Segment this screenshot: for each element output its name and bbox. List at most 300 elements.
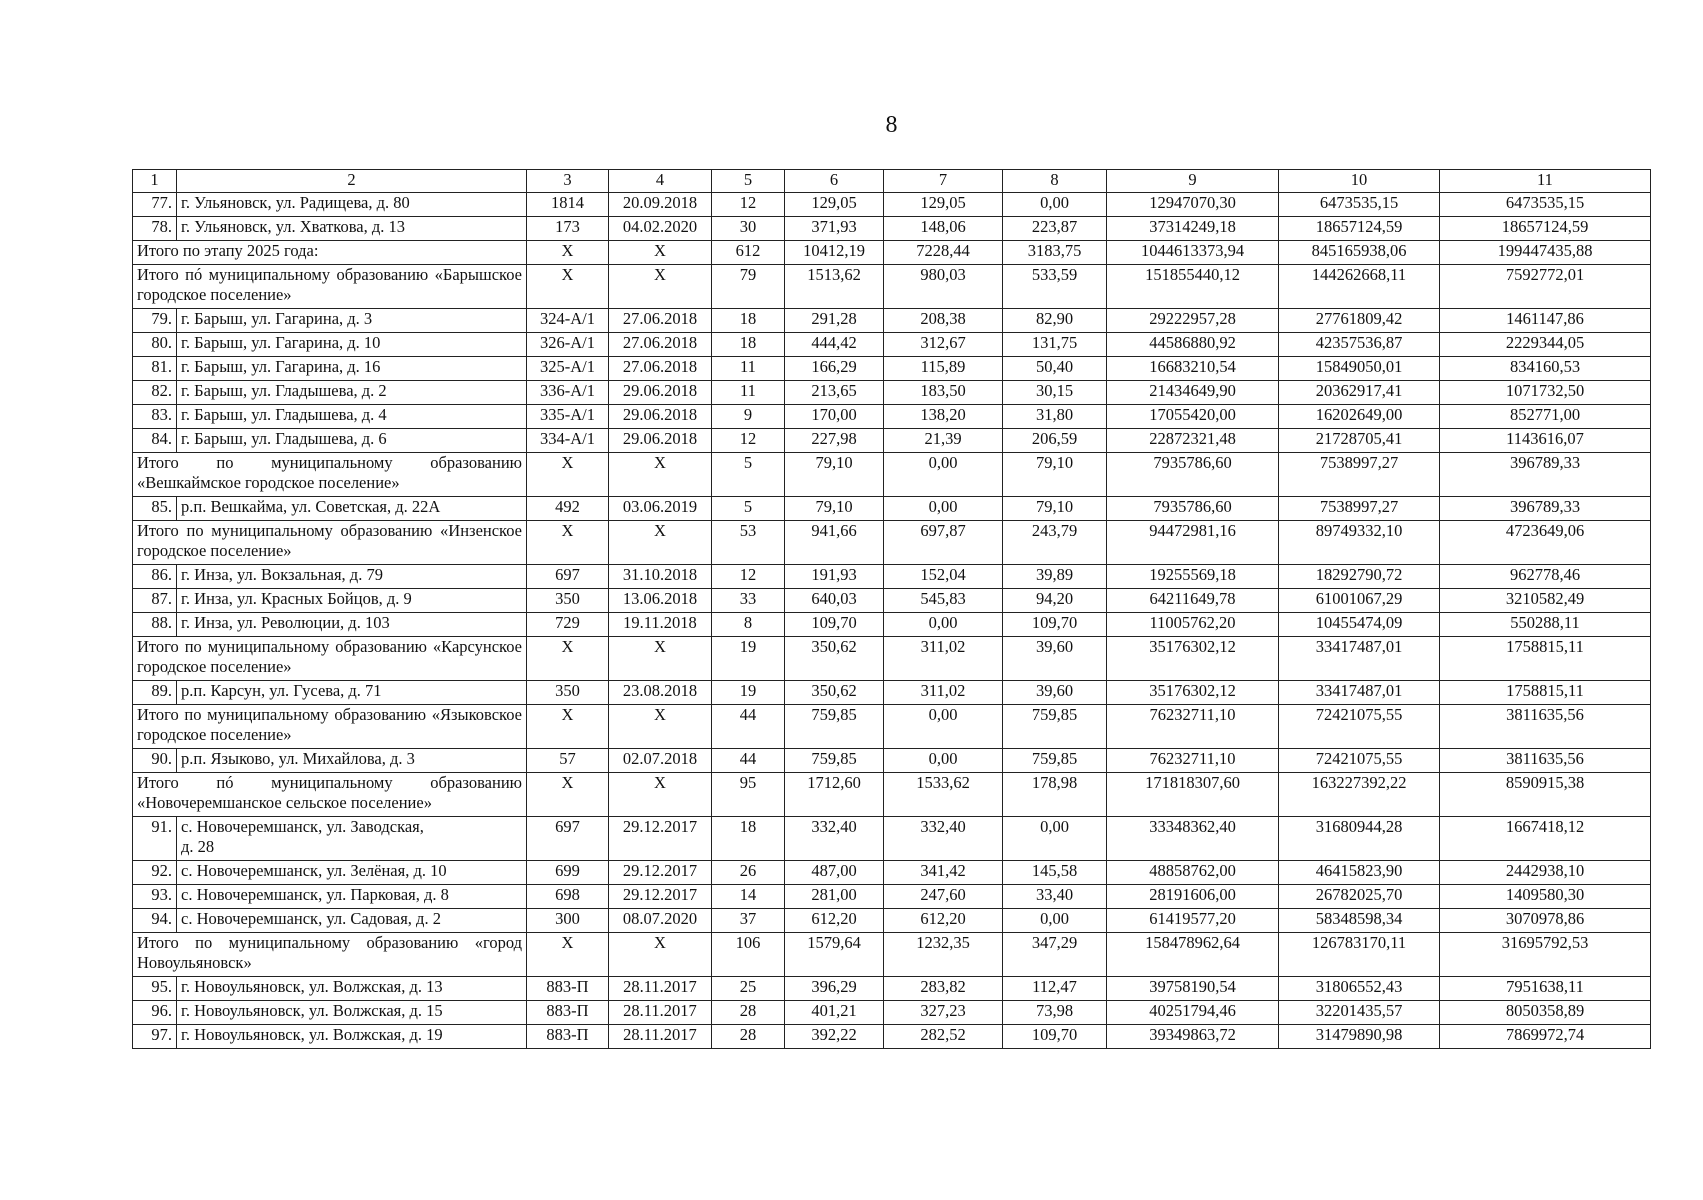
cell-c8: 131,75 <box>1003 333 1107 357</box>
cell-c6: 79,10 <box>785 453 884 497</box>
summary-row <box>133 521 1651 565</box>
table-row <box>133 1025 1651 1049</box>
cell-c10: 32201435,57 <box>1279 1001 1440 1025</box>
summary-label: Итого по муниципальному образованию «Языковское городское поселение» <box>133 705 527 749</box>
address-cell <box>177 909 527 933</box>
cell-c6: 371,93 <box>785 217 884 241</box>
table-row <box>133 885 1651 909</box>
cell-c10: 18292790,72 <box>1279 565 1440 589</box>
cell-c9: 35176302,12 <box>1107 637 1279 681</box>
cell-c5: 14 <box>712 885 785 909</box>
cell-c8: 243,79 <box>1003 521 1107 565</box>
column-header: 5 <box>712 170 785 193</box>
cell-c8: 73,98 <box>1003 1001 1107 1025</box>
cell-c8: 30,15 <box>1003 381 1107 405</box>
row-number: 97. <box>133 1025 177 1049</box>
cell-c11: 1071732,50 <box>1440 381 1651 405</box>
summary-row <box>133 933 1651 977</box>
address-cell <box>177 749 527 773</box>
cell-c6: 227,98 <box>785 429 884 453</box>
row-number: 90. <box>133 749 177 773</box>
cell-c9: 35176302,12 <box>1107 681 1279 705</box>
table-row <box>133 909 1651 933</box>
cell-c8: 33,40 <box>1003 885 1107 909</box>
table-row <box>133 309 1651 333</box>
cell-c4: 31.10.2018 <box>609 565 712 589</box>
cell-c5: 9 <box>712 405 785 429</box>
cell-c4: 03.06.2019 <box>609 497 712 521</box>
cell-c5: 37 <box>712 909 785 933</box>
cell-c5: 8 <box>712 613 785 637</box>
column-header: 1 <box>133 170 177 193</box>
page-number: 8 <box>885 112 898 138</box>
cell-c8: 3183,75 <box>1003 241 1107 265</box>
cell-c3: 325-А/1 <box>527 357 609 381</box>
row-number: 88. <box>133 613 177 637</box>
cell-c4: X <box>609 241 712 265</box>
cell-c3: 326-А/1 <box>527 333 609 357</box>
cell-c6: 291,28 <box>785 309 884 333</box>
cell-c10: 42357536,87 <box>1279 333 1440 357</box>
summary-label: Итого пó муниципальному образованию «Новочеремшанское сельское поселение» <box>133 773 527 817</box>
row-number: 83. <box>133 405 177 429</box>
cell-c5: 18 <box>712 333 785 357</box>
summary-row <box>133 705 1651 749</box>
row-number: 86. <box>133 565 177 589</box>
cell-c9: 61419577,20 <box>1107 909 1279 933</box>
cell-c11: 834160,53 <box>1440 357 1651 381</box>
address-cell <box>177 589 527 613</box>
cell-c11: 7951638,11 <box>1440 977 1651 1001</box>
cell-c3: 698 <box>527 885 609 909</box>
cell-c7: 0,00 <box>884 705 1003 749</box>
cell-c3: 336-А/1 <box>527 381 609 405</box>
address-cell <box>177 381 527 405</box>
cell-c4: 28.11.2017 <box>609 1001 712 1025</box>
cell-c11: 1667418,12 <box>1440 817 1651 861</box>
cell-c10: 7538997,27 <box>1279 453 1440 497</box>
cell-c3: 883-П <box>527 977 609 1001</box>
address-text: г. Барыш, ул. Гладышева, д. 2 <box>181 381 387 400</box>
cell-c3: X <box>527 637 609 681</box>
cell-c8: 39,89 <box>1003 565 1107 589</box>
cell-c9: 21434649,90 <box>1107 381 1279 405</box>
address-text: г. Новоульяновск, ул. Волжская, д. 15 <box>181 1001 443 1020</box>
cell-c3: 699 <box>527 861 609 885</box>
cell-c8: 0,00 <box>1003 193 1107 217</box>
row-number: 78. <box>133 217 177 241</box>
cell-c10: 89749332,10 <box>1279 521 1440 565</box>
cell-c5: 12 <box>712 193 785 217</box>
cell-c9: 19255569,18 <box>1107 565 1279 589</box>
address-text: г. Барыш, ул. Гагарина, д. 10 <box>181 333 381 352</box>
cell-c6: 170,00 <box>785 405 884 429</box>
cell-c3: X <box>527 705 609 749</box>
cell-c9: 64211649,78 <box>1107 589 1279 613</box>
cell-c10: 46415823,90 <box>1279 861 1440 885</box>
column-header: 4 <box>609 170 712 193</box>
cell-c10: 31806552,43 <box>1279 977 1440 1001</box>
cell-c5: 106 <box>712 933 785 977</box>
cell-c11: 3811635,56 <box>1440 705 1651 749</box>
cell-c6: 759,85 <box>785 705 884 749</box>
cell-c5: 79 <box>712 265 785 309</box>
cell-c7: 247,60 <box>884 885 1003 909</box>
cell-c7: 1232,35 <box>884 933 1003 977</box>
cell-c8: 79,10 <box>1003 453 1107 497</box>
cell-c9: 11005762,20 <box>1107 613 1279 637</box>
row-number: 87. <box>133 589 177 613</box>
cell-c6: 759,85 <box>785 749 884 773</box>
cell-c10: 27761809,42 <box>1279 309 1440 333</box>
cell-c8: 759,85 <box>1003 705 1107 749</box>
cell-c8: 109,70 <box>1003 613 1107 637</box>
summary-label: Итого по муниципальному образованию «город Новоульяновск» <box>133 933 527 977</box>
table-row <box>133 497 1651 521</box>
cell-c9: 7935786,60 <box>1107 497 1279 521</box>
cell-c5: 28 <box>712 1025 785 1049</box>
table-row <box>133 749 1651 773</box>
row-number: 85. <box>133 497 177 521</box>
address-text: р.п. Языково, ул. Михайлова, д. 3 <box>181 749 415 768</box>
row-number: 96. <box>133 1001 177 1025</box>
cell-c4: 19.11.2018 <box>609 613 712 637</box>
table-row <box>133 381 1651 405</box>
table-row <box>133 193 1651 217</box>
cell-c11: 3070978,86 <box>1440 909 1651 933</box>
cell-c10: 7538997,27 <box>1279 497 1440 521</box>
cell-c10: 144262668,11 <box>1279 265 1440 309</box>
cell-c3: X <box>527 933 609 977</box>
table-row <box>133 589 1651 613</box>
cell-c10: 10455474,09 <box>1279 613 1440 637</box>
cell-c6: 166,29 <box>785 357 884 381</box>
cell-c3: 1814 <box>527 193 609 217</box>
cell-c9: 39349863,72 <box>1107 1025 1279 1049</box>
cell-c9: 28191606,00 <box>1107 885 1279 909</box>
cell-c6: 213,65 <box>785 381 884 405</box>
cell-c11: 2442938,10 <box>1440 861 1651 885</box>
cell-c9: 171818307,60 <box>1107 773 1279 817</box>
cell-c5: 19 <box>712 637 785 681</box>
cell-c8: 533,59 <box>1003 265 1107 309</box>
cell-c11: 3210582,49 <box>1440 589 1651 613</box>
cell-c6: 941,66 <box>785 521 884 565</box>
cell-c4: 28.11.2017 <box>609 977 712 1001</box>
cell-c9: 40251794,46 <box>1107 1001 1279 1025</box>
cell-c7: 697,87 <box>884 521 1003 565</box>
address-cell <box>177 193 527 217</box>
cell-c11: 1143616,07 <box>1440 429 1651 453</box>
cell-c5: 19 <box>712 681 785 705</box>
address-text: г. Барыш, ул. Гладышева, д. 6 <box>181 429 387 448</box>
table-row <box>133 357 1651 381</box>
cell-c6: 281,00 <box>785 885 884 909</box>
cell-c9: 17055420,00 <box>1107 405 1279 429</box>
address-text: с. Новочеремшанск, ул. Зелёная, д. 10 <box>181 861 447 880</box>
cell-c7: 612,20 <box>884 909 1003 933</box>
cell-c8: 178,98 <box>1003 773 1107 817</box>
cell-c8: 109,70 <box>1003 1025 1107 1049</box>
cell-c4: 29.06.2018 <box>609 429 712 453</box>
cell-c5: 26 <box>712 861 785 885</box>
cell-c11: 852771,00 <box>1440 405 1651 429</box>
cell-c11: 7592772,01 <box>1440 265 1651 309</box>
cell-c9: 29222957,28 <box>1107 309 1279 333</box>
column-header: 3 <box>527 170 609 193</box>
row-number: 84. <box>133 429 177 453</box>
cell-c10: 16202649,00 <box>1279 405 1440 429</box>
cell-c11: 7869972,74 <box>1440 1025 1651 1049</box>
row-number: 82. <box>133 381 177 405</box>
cell-c10: 33417487,01 <box>1279 637 1440 681</box>
cell-c5: 5 <box>712 497 785 521</box>
address-text: г. Барыш, ул. Гагарина, д. 16 <box>181 357 381 376</box>
cell-c4: X <box>609 705 712 749</box>
table-row <box>133 429 1651 453</box>
cell-c9: 12947070,30 <box>1107 193 1279 217</box>
cell-c11: 8050358,89 <box>1440 1001 1651 1025</box>
row-number: 93. <box>133 885 177 909</box>
summary-label: Итого пó муниципальному образованию «Барышское городское поселение» <box>133 265 527 309</box>
cell-c6: 10412,19 <box>785 241 884 265</box>
address-cell <box>177 861 527 885</box>
cell-c10: 163227392,22 <box>1279 773 1440 817</box>
cell-c10: 15849050,01 <box>1279 357 1440 381</box>
cell-c7: 283,82 <box>884 977 1003 1001</box>
cell-c9: 76232711,10 <box>1107 705 1279 749</box>
row-number: 77. <box>133 193 177 217</box>
cell-c4: 27.06.2018 <box>609 333 712 357</box>
cell-c8: 39,60 <box>1003 681 1107 705</box>
address-text: р.п. Карсун, ул. Гусева, д. 71 <box>181 681 382 700</box>
table-row <box>133 1001 1651 1025</box>
cell-c5: 53 <box>712 521 785 565</box>
cell-c3: 350 <box>527 681 609 705</box>
cell-c8: 145,58 <box>1003 861 1107 885</box>
table-row <box>133 333 1651 357</box>
cell-c10: 845165938,06 <box>1279 241 1440 265</box>
cell-c3: 324-А/1 <box>527 309 609 333</box>
cell-c7: 115,89 <box>884 357 1003 381</box>
cell-c8: 0,00 <box>1003 817 1107 861</box>
address-text: с. Новочеремшанск, ул. Парковая, д. 8 <box>181 885 449 904</box>
column-header: 6 <box>785 170 884 193</box>
cell-c10: 31680944,28 <box>1279 817 1440 861</box>
cell-c5: 28 <box>712 1001 785 1025</box>
column-header: 8 <box>1003 170 1107 193</box>
cell-c6: 332,40 <box>785 817 884 861</box>
cell-c7: 332,40 <box>884 817 1003 861</box>
address-cell <box>177 565 527 589</box>
cell-c6: 1712,60 <box>785 773 884 817</box>
column-header: 11 <box>1440 170 1651 193</box>
cell-c5: 12 <box>712 565 785 589</box>
cell-c11: 199447435,88 <box>1440 241 1651 265</box>
address-cell <box>177 357 527 381</box>
cell-c10: 61001067,29 <box>1279 589 1440 613</box>
cell-c7: 0,00 <box>884 613 1003 637</box>
cell-c3: X <box>527 453 609 497</box>
cell-c4: 27.06.2018 <box>609 357 712 381</box>
row-number: 81. <box>133 357 177 381</box>
cell-c4: 13.06.2018 <box>609 589 712 613</box>
cell-c6: 392,22 <box>785 1025 884 1049</box>
cell-c4: 29.12.2017 <box>609 861 712 885</box>
row-number: 79. <box>133 309 177 333</box>
cell-c11: 1758815,11 <box>1440 681 1651 705</box>
cell-c7: 208,38 <box>884 309 1003 333</box>
summary-label: Итого по этапу 2025 года: <box>133 241 527 265</box>
cell-c11: 1461147,86 <box>1440 309 1651 333</box>
cell-c4: X <box>609 453 712 497</box>
cell-c11: 18657124,59 <box>1440 217 1651 241</box>
cell-c11: 396789,33 <box>1440 497 1651 521</box>
cell-c9: 151855440,12 <box>1107 265 1279 309</box>
row-number: 80. <box>133 333 177 357</box>
address-cell <box>177 977 527 1001</box>
cell-c4: 29.12.2017 <box>609 885 712 909</box>
summary-row <box>133 241 1651 265</box>
cell-c6: 129,05 <box>785 193 884 217</box>
address-text: р.п. Вешкайма, ул. Советская, д. 22А <box>181 497 441 516</box>
cell-c4: 23.08.2018 <box>609 681 712 705</box>
cell-c5: 5 <box>712 453 785 497</box>
cell-c4: X <box>609 265 712 309</box>
address-text: г. Барыш, ул. Гладышева, д. 4 <box>181 405 387 424</box>
cell-c11: 1758815,11 <box>1440 637 1651 681</box>
cell-c7: 282,52 <box>884 1025 1003 1049</box>
cell-c8: 94,20 <box>1003 589 1107 613</box>
table-row <box>133 565 1651 589</box>
address-cell <box>177 405 527 429</box>
cell-c5: 11 <box>712 381 785 405</box>
cell-c7: 545,83 <box>884 589 1003 613</box>
cell-c11: 8590915,38 <box>1440 773 1651 817</box>
address-cell <box>177 429 527 453</box>
cell-c3: 729 <box>527 613 609 637</box>
cell-c6: 1513,62 <box>785 265 884 309</box>
cell-c6: 1579,64 <box>785 933 884 977</box>
cell-c10: 21728705,41 <box>1279 429 1440 453</box>
cell-c6: 396,29 <box>785 977 884 1001</box>
address-text: с. Новочеремшанск, ул. Садовая, д. 2 <box>181 909 441 928</box>
cell-c5: 18 <box>712 309 785 333</box>
cell-c9: 76232711,10 <box>1107 749 1279 773</box>
cell-c4: 02.07.2018 <box>609 749 712 773</box>
cell-c9: 44586880,92 <box>1107 333 1279 357</box>
cell-c4: 29.12.2017 <box>609 817 712 861</box>
cell-c7: 341,42 <box>884 861 1003 885</box>
cell-c3: 883-П <box>527 1025 609 1049</box>
cell-c10: 72421075,55 <box>1279 705 1440 749</box>
cell-c7: 0,00 <box>884 749 1003 773</box>
cell-c4: X <box>609 773 712 817</box>
cell-c4: 29.06.2018 <box>609 405 712 429</box>
cell-c3: 697 <box>527 565 609 589</box>
cell-c8: 112,47 <box>1003 977 1107 1001</box>
cell-c10: 58348598,34 <box>1279 909 1440 933</box>
cell-c8: 39,60 <box>1003 637 1107 681</box>
address-text: г. Барыш, ул. Гагарина, д. 3 <box>181 309 373 328</box>
cell-c5: 95 <box>712 773 785 817</box>
cell-c5: 612 <box>712 241 785 265</box>
address-cell <box>177 1025 527 1049</box>
cell-c10: 33417487,01 <box>1279 681 1440 705</box>
cell-c7: 980,03 <box>884 265 1003 309</box>
table-row <box>133 681 1651 705</box>
cell-c4: 04.02.2020 <box>609 217 712 241</box>
cell-c3: 334-А/1 <box>527 429 609 453</box>
address-cell <box>177 1001 527 1025</box>
cell-c7: 148,06 <box>884 217 1003 241</box>
cell-c10: 26782025,70 <box>1279 885 1440 909</box>
summary-row <box>133 773 1651 817</box>
cell-c7: 183,50 <box>884 381 1003 405</box>
cell-c3: X <box>527 241 609 265</box>
cell-c10: 126783170,11 <box>1279 933 1440 977</box>
cell-c5: 11 <box>712 357 785 381</box>
cell-c7: 21,39 <box>884 429 1003 453</box>
address-text: г. Инза, ул. Вокзальная, д. 79 <box>181 565 383 584</box>
cell-c10: 72421075,55 <box>1279 749 1440 773</box>
cell-c7: 312,67 <box>884 333 1003 357</box>
cell-c6: 401,21 <box>785 1001 884 1025</box>
address-text: г. Ульяновск, ул. Радищева, д. 80 <box>181 193 410 212</box>
cell-c4: X <box>609 521 712 565</box>
cell-c3: 335-А/1 <box>527 405 609 429</box>
table-row <box>133 613 1651 637</box>
cell-c11: 550288,11 <box>1440 613 1651 637</box>
cell-c4: 20.09.2018 <box>609 193 712 217</box>
cell-c8: 347,29 <box>1003 933 1107 977</box>
cell-c7: 1533,62 <box>884 773 1003 817</box>
cell-c3: X <box>527 521 609 565</box>
summary-row <box>133 637 1651 681</box>
cell-c7: 311,02 <box>884 637 1003 681</box>
cell-c10: 20362917,41 <box>1279 381 1440 405</box>
column-header: 9 <box>1107 170 1279 193</box>
cell-c3: 883-П <box>527 1001 609 1025</box>
cell-c3: 350 <box>527 589 609 613</box>
cell-c5: 44 <box>712 749 785 773</box>
cell-c6: 191,93 <box>785 565 884 589</box>
address-text-line2: д. 28 <box>181 837 215 856</box>
cell-c3: X <box>527 265 609 309</box>
cell-c6: 444,42 <box>785 333 884 357</box>
summary-label: Итого по муниципальному образованию «Карсунское городское поселение» <box>133 637 527 681</box>
summary-label: Итого по муниципальному образованию «Вешкаймское городское поселение» <box>133 453 527 497</box>
cell-c5: 18 <box>712 817 785 861</box>
cell-c9: 94472981,16 <box>1107 521 1279 565</box>
cell-c11: 31695792,53 <box>1440 933 1651 977</box>
cell-c7: 129,05 <box>884 193 1003 217</box>
housing-table <box>132 169 1651 1049</box>
table-row <box>133 817 1651 861</box>
address-cell <box>177 681 527 705</box>
cell-c8: 31,80 <box>1003 405 1107 429</box>
cell-c11: 6473535,15 <box>1440 193 1651 217</box>
summary-label: Итого по муниципальному образованию «Инзенское городское поселение» <box>133 521 527 565</box>
cell-c8: 759,85 <box>1003 749 1107 773</box>
cell-c9: 39758190,54 <box>1107 977 1279 1001</box>
column-header: 2 <box>177 170 527 193</box>
cell-c4: 28.11.2017 <box>609 1025 712 1049</box>
cell-c8: 82,90 <box>1003 309 1107 333</box>
cell-c4: 29.06.2018 <box>609 381 712 405</box>
cell-c7: 138,20 <box>884 405 1003 429</box>
address-cell <box>177 497 527 521</box>
